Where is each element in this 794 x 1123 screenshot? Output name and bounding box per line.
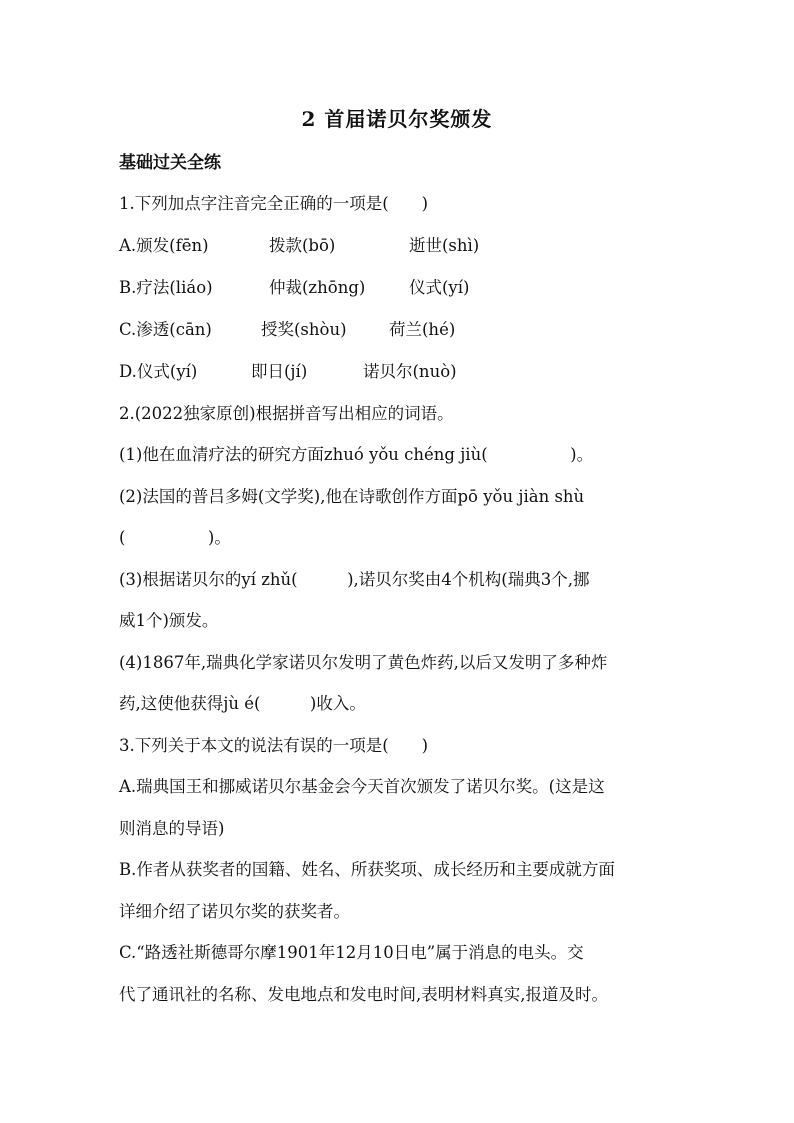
question-2-line: (3)根据诺贝尔的yí zhǔ( ),诺贝尔奖由4个机构(瑞典3个,挪 (119, 570, 590, 589)
question-3-line: A.瑞典国王和挪威诺贝尔基金会今天首次颁发了诺贝尔奖。(这是这 (119, 777, 605, 796)
option-b-item-1: B.疗法(liáo) (119, 278, 213, 297)
question-2-line: (1)他在血清疗法的研究方面zhuó yǒu chéng jiù( )。 (119, 445, 594, 464)
option-c-item-1: C.渗透(cān) (119, 320, 212, 339)
section-heading: 基础过关全练 (119, 153, 221, 173)
option-b-item-3: 仪式(yí) (409, 278, 470, 297)
question-1-stem: 1.下列加点字注音完全正确的一项是( ) (119, 194, 429, 213)
question-3-stem: 3.下列关于本文的说法有误的一项是( ) (119, 736, 429, 755)
option-b-item-2: 仲裁(zhōng) (269, 278, 366, 297)
question-3-line: 详细介绍了诺贝尔奖的获奖者。 (119, 902, 350, 921)
option-a-item-2: 拨款(bō) (269, 236, 336, 255)
question-2-line: (2)法国的普吕多姆(文学奖),他在诗歌创作方面pō yǒu jiàn shù (119, 487, 585, 506)
option-d-item-2: 即日(jí) (251, 362, 308, 381)
question-2-line: 药,这使他获得jù é( )收入。 (119, 694, 366, 713)
question-3-line: B.作者从获奖者的国籍、姓名、所获奖项、成长经历和主要成就方面 (119, 860, 615, 879)
option-c-item-3: 荷兰(hé) (389, 320, 456, 339)
question-3-line: 则消息的导语) (119, 819, 225, 838)
question-2-line: 威1个)颁发。 (119, 611, 219, 630)
question-1-option-c (119, 316, 455, 340)
question-2-line: (4)1867年,瑞典化学家诺贝尔发明了黄色炸药,以后又发明了多种炸 (119, 653, 608, 672)
question-1-option-d (119, 358, 457, 382)
question-2-line: ( )。 (119, 528, 231, 547)
option-d-item-1: D.仪式(yí) (119, 362, 198, 381)
option-d-item-3: 诺贝尔(nuò) (363, 362, 457, 381)
option-a-item-3: 逝世(shì) (409, 236, 480, 255)
question-3-line: C.“路透社斯德哥尔摩1901年12月10日电”属于消息的电头。交 (119, 943, 584, 962)
question-3-line: 代了通讯社的名称、发电地点和发电时间,表明材料真实,报道及时。 (119, 985, 608, 1004)
option-c-item-2: 授奖(shòu) (261, 320, 347, 339)
option-a-item-1: A.颁发(fēn) (119, 236, 209, 255)
question-1-option-b (119, 274, 469, 298)
question-2-stem: 2.(2022独家原创)根据拼音写出相应的词语。 (119, 404, 454, 423)
question-1-option-a (119, 232, 479, 256)
page-title: 2 首届诺贝尔奖颁发 (301, 107, 493, 131)
